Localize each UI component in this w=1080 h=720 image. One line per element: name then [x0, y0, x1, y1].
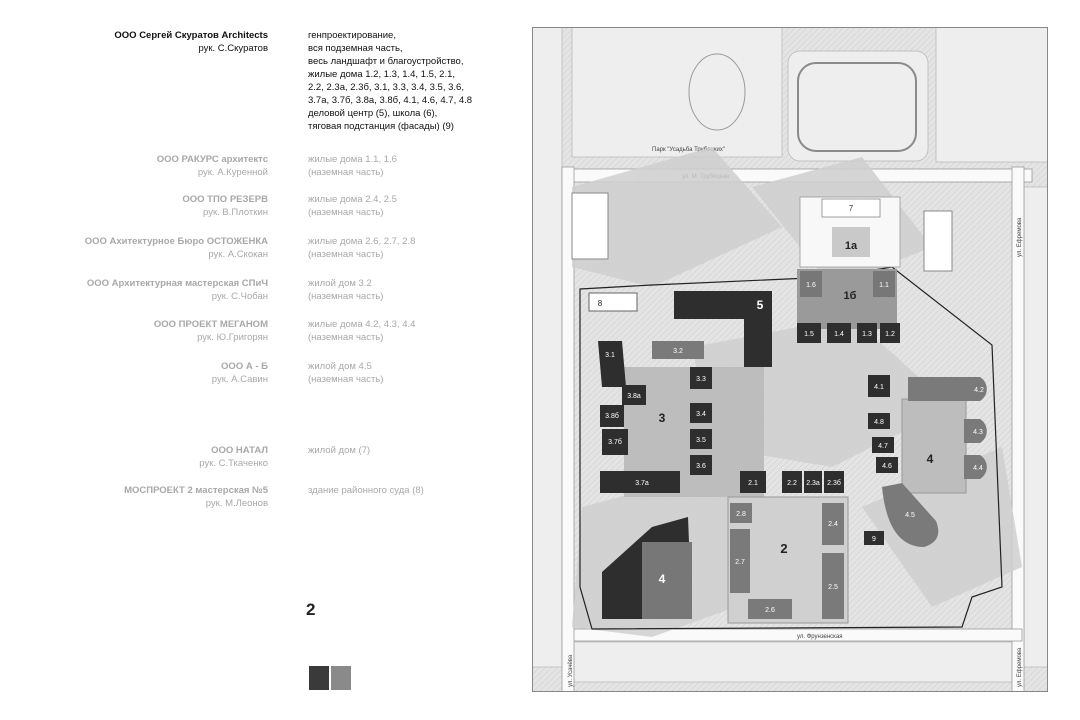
plot-label: 4: [658, 572, 666, 586]
city-block: [572, 27, 782, 157]
scope-line: вся подземная часть,: [308, 43, 403, 54]
legend-panel: [0, 0, 520, 720]
building-label: 3.3: [696, 376, 706, 383]
org-block: [114, 29, 268, 55]
scope-line: жилой дом 3.2: [308, 278, 372, 289]
building-label: 2.3а: [806, 480, 820, 487]
building-label: 2.1: [748, 480, 758, 487]
building-label: 3.5: [696, 437, 706, 444]
org-head: рук. А.Скокан: [208, 249, 268, 260]
building-label: 3.7а: [635, 480, 649, 487]
org-head: рук. С.Ткаченко: [199, 458, 268, 469]
org-head: рук. А.Савин: [211, 374, 268, 385]
org-block: [157, 153, 268, 179]
plot-number-example: 2: [306, 600, 316, 619]
building-label: 3.2: [673, 348, 683, 355]
building-label: 4.7: [878, 443, 888, 450]
scope-line: (наземная часть): [308, 249, 384, 260]
org-scope: [308, 29, 472, 133]
street-label: ул. Ефремова: [1017, 647, 1023, 687]
plot-label: 1б: [843, 290, 857, 302]
org-block: [124, 484, 268, 510]
building-label: 3.1: [605, 352, 615, 359]
building-label: 2.6: [765, 607, 775, 614]
city-block: [532, 27, 562, 667]
org-scope: [308, 193, 397, 219]
building-label: 3.6: [696, 463, 706, 470]
building-label: 2.5: [828, 584, 838, 591]
building-label: 1.4: [834, 331, 844, 338]
org-head: рук. С.Чобан: [211, 291, 268, 302]
scope-line: деловой центр (5), школа (6),: [308, 108, 438, 119]
city-block: [572, 642, 1012, 682]
org-scope: [308, 360, 383, 386]
scope-line: жилой дом 4.5: [308, 361, 372, 372]
building-label: 3.8а: [627, 393, 641, 400]
scope-line: (наземная часть): [308, 291, 384, 302]
building-label: 1.3: [862, 331, 872, 338]
org-name: ООО Архитектурная мастерская СПиЧ: [86, 278, 268, 289]
org-block: [212, 360, 268, 386]
building-label: 4.4: [973, 465, 983, 472]
org-name: ООО РАКУРС архитектс: [156, 154, 268, 165]
scope-line: здание районного суда (8): [308, 485, 424, 496]
building-label: 4.3: [973, 429, 983, 436]
org-block: [85, 235, 268, 261]
org-scope: [308, 277, 383, 303]
org-name: ООО НАТАЛ: [211, 445, 268, 456]
plot-label: 5: [756, 298, 764, 312]
org-scope: [308, 318, 415, 344]
plot-label: 7: [848, 204, 854, 213]
building-label: 1.6: [806, 282, 816, 289]
org-name: ООО ТПО РЕЗЕРВ: [182, 194, 268, 205]
street-label: ул. Усачёва: [568, 654, 574, 687]
building-label: 3.4: [696, 411, 706, 418]
org-head: рук. М.Леонов: [205, 498, 268, 509]
swatch-dark: [309, 666, 329, 690]
city-block: [1024, 187, 1048, 667]
org-block: [182, 193, 268, 219]
scope-line: жилой дом (7): [308, 445, 371, 456]
plot-label: 9: [872, 536, 876, 543]
building-light: [572, 193, 608, 259]
scope-line: (наземная часть): [308, 207, 384, 218]
building-label: 4.5: [905, 512, 915, 519]
scope-line: жилые дома 2.4, 2.5: [308, 194, 397, 205]
org-head: рук. С.Скуратов: [198, 43, 268, 54]
scope-line: (наземная часть): [308, 332, 384, 343]
plot-label: 2: [780, 541, 788, 556]
org-name: ООО А - Б: [221, 361, 268, 372]
scope-line: тяговая подстанция (фасады) (9): [308, 121, 454, 132]
street-label: ул. Фрунзенская: [797, 634, 843, 640]
scope-line: 2.2, 2.3а, 2.3б, 3.1, 3.3, 3.4, 3.5, 3.6,: [308, 82, 464, 93]
org-block: [199, 444, 268, 470]
org-name: ООО ПРОЕКТ МЕГАНОМ: [153, 319, 268, 330]
org-scope: [308, 235, 415, 261]
city-block: [936, 27, 1048, 162]
scope-line: генпроектирование,: [308, 30, 396, 41]
scope-line: жилые дома 2.6, 2.7, 2.8: [308, 236, 416, 247]
swatch-gray: [331, 666, 351, 690]
building-label: 2.7: [735, 559, 745, 566]
scope-line: 3.7а, 3.7б, 3.8а, 3.8б, 4.1, 4.6, 4.7, 4.8: [308, 95, 473, 106]
plot-label: 3: [658, 411, 666, 425]
plot-label: 4: [926, 452, 934, 466]
scope-line: весь ландшафт и благоустройство,: [308, 56, 464, 67]
scope-line: (наземная часть): [308, 374, 384, 385]
plot-8-building: [589, 293, 637, 311]
site-plan-svg: [532, 27, 1048, 692]
building-label: 2.8: [736, 511, 746, 518]
building-label: 4.1: [874, 384, 884, 391]
city-block: [788, 51, 928, 161]
scope-line: (наземная часть): [308, 167, 384, 178]
scope-line: жилые дома 1.2, 1.3, 1.4, 1.5, 2.1,: [308, 69, 456, 80]
building-light: [924, 211, 952, 271]
building-label: 4.8: [874, 419, 884, 426]
site-plan-map: [532, 27, 1048, 692]
org-name: МОСПРОЕКТ 2 мастерская №5: [124, 485, 268, 496]
org-name: ООО Сергей Скуратов Architects: [114, 30, 268, 41]
scope-line: жилые дома 4.2, 4.3, 4.4: [308, 319, 416, 330]
building-label: 4.2: [974, 387, 984, 394]
building-label: 3.7б: [608, 439, 622, 446]
park-label: Парк "Усадьба Трубецких": [652, 147, 725, 153]
plot-label: 8: [597, 299, 603, 308]
building-label: 2.3б: [827, 480, 841, 487]
org-name: ООО Ахитектурное Бюро ОСТОЖЕНКА: [84, 236, 268, 247]
plot-5-annex: [642, 542, 692, 619]
org-scope: [308, 484, 424, 497]
building-label: 3.8б: [605, 413, 619, 420]
org-scope: [308, 444, 370, 457]
building-label: 2.4: [828, 521, 838, 528]
building-label: 1.5: [804, 331, 814, 338]
org-head: рук. А.Куренной: [197, 167, 268, 178]
street-label: ул. Ефремова: [1017, 217, 1023, 257]
org-block: [87, 277, 268, 303]
building-label: 4.6: [882, 463, 892, 470]
org-scope: [308, 153, 397, 179]
org-head: рук. Ю.Григорян: [197, 332, 268, 343]
plot-label: 1а: [844, 240, 858, 252]
building-label: 1.2: [885, 331, 895, 338]
building-label: 1.1: [879, 282, 889, 289]
plot-4-area: [902, 399, 966, 493]
scope-line: жилые дома 1.1, 1.6: [308, 154, 397, 165]
org-head: рук. В.Плоткин: [203, 207, 268, 218]
org-block: [154, 318, 268, 344]
building-label: 2.2: [787, 480, 797, 487]
building-3-1: [598, 341, 626, 387]
